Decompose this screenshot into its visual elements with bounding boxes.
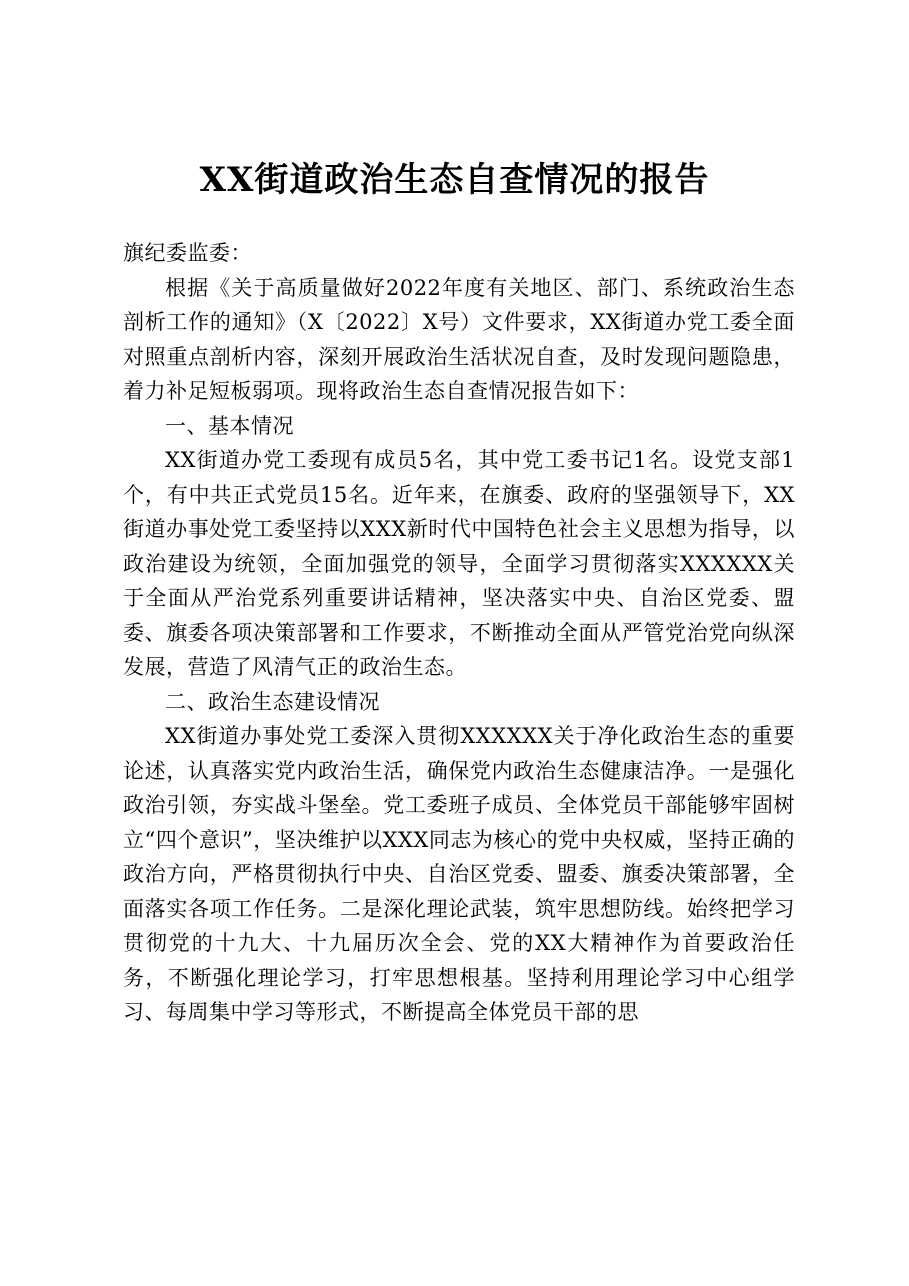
document-body [123, 236, 795, 1030]
document-title: XX街道政治生态自查情况的报告 [199, 160, 710, 200]
paragraph-ecology-construction: XX街道办事处党工委深入贯彻XXXXXX关于净化政治生态的重要论述，认真落实党内政治生活，确保党内政治生态健康洁净。一是强化政治引领，夯实战斗堡垒。党工委班子成员、全体党员干部能够牢固树立“四个意识”，坚决维护以XXX同志为核心的党中央权威，坚持正确的政治方向，严格贯彻执行中央、自治区党委、盟委、旗委决策部署，全面落实各项工作任务。二是深化理论武装，筑牢思想防线。始终把学习贯彻党的十九大、十九届历次全会、党的XX大精神作为首要政治任务，不断强化理论学习，打牢思想根基。坚持利用理论学习中心组学习、每周集中学习等形式，不断提高全体党员干部的思 [123, 724, 795, 1024]
section-heading-ecology-construction: 二、政治生态建设情况 [165, 689, 380, 714]
section-heading-basic-situation: 一、基本情况 [165, 413, 294, 438]
salutation: 旗纪委监委： [123, 241, 252, 265]
paragraph-intro: 根据《关于高质量做好2022年度有关地区、部门、系统政治生态剖析工作的通知》（X〔2022〕X号）文件要求，XX街道办党工委全面对照重点剖析内容，深刻开展政治生活状况自查，及时发现问题隐患，着力补足短板弱项。现将政治生态自查情况报告如下： [123, 275, 795, 403]
paragraph-basic-situation: XX街道办党工委现有成员5名，其中党工委书记1名。设党支部1个，有中共正式党员15名。近年来，在旗委、政府的坚强领导下，XX街道办事处党工委坚持以XXX新时代中国特色社会主义思想为指导，以政治建设为统领，全面加强党的领导，全面学习贯彻落实XXXXXX关于全面从严治党系列重要讲话精神，坚决落实中央、自治区党委、盟委、旗委各项决策部署和工作要求，不断推动全面从严管党治党向纵深发展，营造了风清气正的政治生态。 [123, 448, 795, 679]
